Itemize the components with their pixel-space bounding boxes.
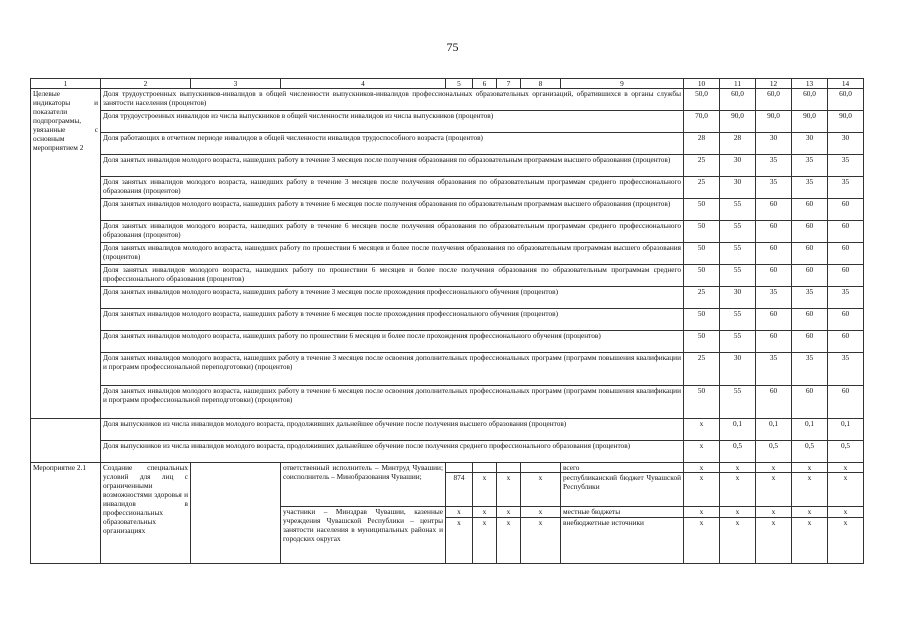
code-cell: x [497, 473, 521, 507]
indicator-text: Доля занятых инвалидов молодого возраста, нашедших работу по прошествии 6 месяцев и более после получения образования по образовательным программам высшего образования (процентов) [101, 243, 684, 265]
indicator-value: 35 [792, 155, 828, 177]
indicator-value: 35 [792, 353, 828, 386]
funding-value: x [756, 463, 792, 473]
indicator-value: 55 [720, 221, 756, 243]
indicator-text: Доля занятых инвалидов молодого возраста, нашедших работу по прошествии 6 месяцев и более после прохождения профессионального обучения (процентов) [101, 331, 684, 353]
indicator-value: 60 [792, 309, 828, 331]
indicator-value: 60 [756, 265, 792, 287]
header-cell: 13 [792, 79, 828, 89]
indicator-text: Доля занятых инвалидов молодого возраста, нашедших работу в течение 6 месяцев после освоения дополнительных профессиональных программ (программ повышения квалификации и программ профессиональной переподготовки) (процентов) [101, 386, 684, 419]
indicator-value: 30 [720, 177, 756, 199]
indicator-value: 60 [792, 221, 828, 243]
header-cell: 11 [720, 79, 756, 89]
code-cell: x [521, 507, 561, 518]
indicator-value: 50 [684, 221, 720, 243]
code-cell: x [521, 473, 561, 507]
indicator-value: 25 [684, 155, 720, 177]
indicator-value: 60 [792, 199, 828, 221]
funding-value: x [720, 507, 756, 518]
indicator-value: 30 [756, 133, 792, 155]
indicator-value: 60,0 [756, 89, 792, 111]
funding-value: x [720, 473, 756, 507]
indicator-value: 55 [720, 199, 756, 221]
indicator-value: 30 [720, 155, 756, 177]
indicator-value: 60 [828, 386, 864, 419]
funding-value: x [792, 518, 828, 564]
indicator-value: x [684, 441, 720, 463]
indicator-text: Доля занятых инвалидов молодого возраста, нашедших работу в течение 3 месяцев после получения образования по образовательным программам высшего образования (процентов) [101, 155, 684, 177]
funding-value: x [720, 518, 756, 564]
indicator-row [31, 419, 864, 441]
code-cell: x [446, 507, 473, 518]
funding-value: x [792, 473, 828, 507]
header-cell: 3 [191, 79, 281, 89]
indicator-value: 30 [720, 353, 756, 386]
funding-value: x [720, 463, 756, 473]
indicator-value: 55 [720, 386, 756, 419]
code-cell: x [473, 473, 497, 507]
indicator-row [31, 287, 864, 309]
header-cell: 10 [684, 79, 720, 89]
header-cell: 1 [31, 79, 101, 89]
executors-cell: участники – Минздрав Чувашии, казенные учреждения Чувашской Республики – центры занятости населения в муниципальных районах и городских округах [281, 507, 446, 564]
indicator-value: 50 [684, 309, 720, 331]
executors-cell: ответственный исполнитель – Минтруд Чувашии; соисполнитель – Минобразования Чувашии; [281, 463, 446, 507]
indicator-value: 60 [792, 265, 828, 287]
header-row [31, 79, 864, 89]
code-cell: x [521, 518, 561, 564]
indicator-text: Доля занятых инвалидов молодого возраста, нашедших работу в течение 3 месяцев после освоения дополнительных профессиональных программ (программ повышения квалификации и программ профессиональной переподготовки) (процентов) [101, 353, 684, 386]
indicator-value: 35 [792, 177, 828, 199]
funding-source: местные бюджеты [561, 507, 684, 518]
indicator-row [31, 265, 864, 287]
indicator-value: 90,0 [792, 111, 828, 133]
funding-value: x [684, 473, 720, 507]
indicator-value: 0,5 [792, 441, 828, 463]
indicator-value: 70,0 [684, 111, 720, 133]
indicator-value: 28 [720, 133, 756, 155]
indicator-text: Доля занятых инвалидов молодого возраста, нашедших работу в течение 6 месяцев после получения образования по образовательным программам высшего образования (процентов) [101, 199, 684, 221]
indicator-value: 60 [792, 331, 828, 353]
indicator-value: 0,5 [720, 441, 756, 463]
indicator-value: 35 [756, 177, 792, 199]
funding-value: x [792, 507, 828, 518]
funding-value: x [684, 507, 720, 518]
measure-name: Создание специальных условий для лиц с ограниченными возможностями здоровья и инвалидов в профессиональных образовательных организациях [101, 463, 191, 564]
indicator-text: Доля занятых инвалидов молодого возраста, нашедших работу в течение 3 месяцев после прохождения профессионального обучения (процентов) [101, 287, 684, 309]
indicator-row [31, 111, 864, 133]
indicator-value: 55 [720, 265, 756, 287]
indicator-value: 50 [684, 199, 720, 221]
funding-value: x [828, 473, 864, 507]
indicator-value: 60 [828, 331, 864, 353]
code-cell: x [497, 507, 521, 518]
code-cell: x [473, 507, 497, 518]
indicator-value: 30 [720, 287, 756, 309]
header-cell: 4 [281, 79, 446, 89]
header-cell: 12 [756, 79, 792, 89]
header-cell: 8 [521, 79, 561, 89]
indicator-row [31, 353, 864, 386]
empty-cell [191, 463, 281, 564]
indicator-value: 60 [792, 243, 828, 265]
indicator-text: Доля занятых инвалидов молодого возраста, нашедших работу по прошествии 6 месяцев и более после получения образования по образовательным программам среднего профессионального образования (процентов) [101, 265, 684, 287]
funding-value: x [684, 463, 720, 473]
funding-source: внебюджетные источники [561, 518, 684, 564]
header-cell: 5 [446, 79, 473, 89]
code-cell: x [446, 518, 473, 564]
indicator-text: Доля выпускников из числа инвалидов молодого возраста, продолживших дальнейшее обучение после получения среднего профессионального образования (процентов) [101, 441, 684, 463]
indicator-value: 60,0 [720, 89, 756, 111]
header-cell: 6 [473, 79, 497, 89]
funding-source: всего [561, 463, 684, 473]
indicator-value: 35 [756, 155, 792, 177]
indicator-value: 55 [720, 331, 756, 353]
indicator-value: 60 [756, 309, 792, 331]
indicator-value: 50 [684, 243, 720, 265]
code-cell [446, 463, 473, 473]
indicator-value: x [684, 419, 720, 441]
indicator-value: 25 [684, 287, 720, 309]
indicator-value: 35 [756, 353, 792, 386]
indicator-value: 60 [828, 265, 864, 287]
indicator-value: 0,5 [756, 441, 792, 463]
indicator-value: 60 [828, 309, 864, 331]
indicator-value: 0,5 [828, 441, 864, 463]
indicator-value: 90,0 [756, 111, 792, 133]
indicator-value: 60 [756, 386, 792, 419]
indicator-value: 35 [828, 177, 864, 199]
empty-label-cell [31, 419, 101, 463]
code-cell [497, 463, 521, 473]
code-cell [473, 463, 497, 473]
funding-value: x [828, 518, 864, 564]
indicator-row [31, 133, 864, 155]
program-table [30, 78, 864, 564]
indicator-value: 60 [756, 221, 792, 243]
indicator-value: 25 [684, 353, 720, 386]
indicator-value: 0,1 [828, 419, 864, 441]
header-cell: 9 [561, 79, 684, 89]
funding-value: x [828, 463, 864, 473]
code-cell: x [497, 518, 521, 564]
indicator-value: 30 [828, 133, 864, 155]
indicator-text: Доля занятых инвалидов молодого возраста, нашедших работу в течение 3 месяцев после получения образования по образовательным программам среднего профессионального образования (процентов) [101, 177, 684, 199]
block-label: Целевые индикаторы и показатели подпрограммы, увязанные с основным мероприятием 2 [31, 89, 101, 419]
indicator-value: 60 [756, 331, 792, 353]
funding-value: x [756, 473, 792, 507]
header-cell: 14 [828, 79, 864, 89]
indicator-text: Доля выпускников из числа инвалидов молодого возраста, продолживших дальнейшее обучение после получения высшего образования (процентов) [101, 419, 684, 441]
indicator-value: 60 [828, 243, 864, 265]
indicator-value: 0,1 [756, 419, 792, 441]
indicator-value: 50 [684, 331, 720, 353]
indicator-text: Доля занятых инвалидов молодого возраста, нашедших работу в течение 6 месяцев после получения образования по образовательным программам среднего профессионального образования (процентов) [101, 221, 684, 243]
indicator-text: Доля трудоустроенных выпускников-инвалидов в общей численности выпускников-инвалидов профессиональных образовательных организаций, обратившихся в органы службы занятости населения (процентов) [101, 89, 684, 111]
indicator-row [31, 155, 864, 177]
indicator-value: 50 [684, 386, 720, 419]
indicator-value: 60 [756, 199, 792, 221]
code-cell: 874 [446, 473, 473, 507]
indicator-value: 60 [756, 243, 792, 265]
indicator-text: Доля работающих в отчетном периоде инвалидов в общей численности инвалидов трудоспособного возраста (процентов) [101, 133, 684, 155]
code-cell [521, 463, 561, 473]
indicator-value: 60,0 [792, 89, 828, 111]
code-cell: x [473, 518, 497, 564]
indicator-row [31, 89, 864, 111]
indicator-value: 55 [720, 243, 756, 265]
funding-source: республиканский бюджет Чувашской Республики [561, 473, 684, 507]
indicator-value: 60,0 [828, 89, 864, 111]
page-number: 75 [446, 40, 459, 54]
measure-row [31, 463, 864, 473]
funding-value: x [756, 518, 792, 564]
indicator-value: 60 [792, 386, 828, 419]
funding-value: x [756, 507, 792, 518]
indicator-row [31, 199, 864, 221]
header-cell: 7 [497, 79, 521, 89]
funding-value: x [828, 507, 864, 518]
funding-value: x [792, 463, 828, 473]
indicator-value: 30 [792, 133, 828, 155]
indicator-value: 35 [756, 287, 792, 309]
indicator-value: 0,1 [792, 419, 828, 441]
indicator-value: 25 [684, 177, 720, 199]
measure-label: Мероприятие 2.1 [31, 463, 101, 564]
indicator-value: 60 [828, 199, 864, 221]
header-cell: 2 [101, 79, 191, 89]
indicator-value: 55 [720, 309, 756, 331]
indicator-value: 28 [684, 133, 720, 155]
indicator-value: 90,0 [828, 111, 864, 133]
indicator-row [31, 309, 864, 331]
indicator-value: 35 [828, 287, 864, 309]
indicator-row [31, 243, 864, 265]
indicator-row [31, 221, 864, 243]
indicator-row [31, 441, 864, 463]
indicator-value: 35 [792, 287, 828, 309]
funding-value: x [684, 518, 720, 564]
indicator-value: 60 [828, 221, 864, 243]
indicator-value: 50,0 [684, 89, 720, 111]
indicator-row [31, 177, 864, 199]
indicator-text: Доля трудоустроенных инвалидов из числа выпускников в общей численности инвалидов из числа выпускников (процентов) [101, 111, 684, 133]
indicator-value: 35 [828, 353, 864, 386]
indicator-value: 35 [828, 155, 864, 177]
indicator-text: Доля занятых инвалидов молодого возраста, нашедших работу в течение 6 месяцев после прохождения профессионального обучения (процентов) [101, 309, 684, 331]
indicator-row [31, 386, 864, 419]
indicator-row [31, 331, 864, 353]
indicator-value: 90,0 [720, 111, 756, 133]
indicator-value: 50 [684, 265, 720, 287]
indicator-value: 0,1 [720, 419, 756, 441]
